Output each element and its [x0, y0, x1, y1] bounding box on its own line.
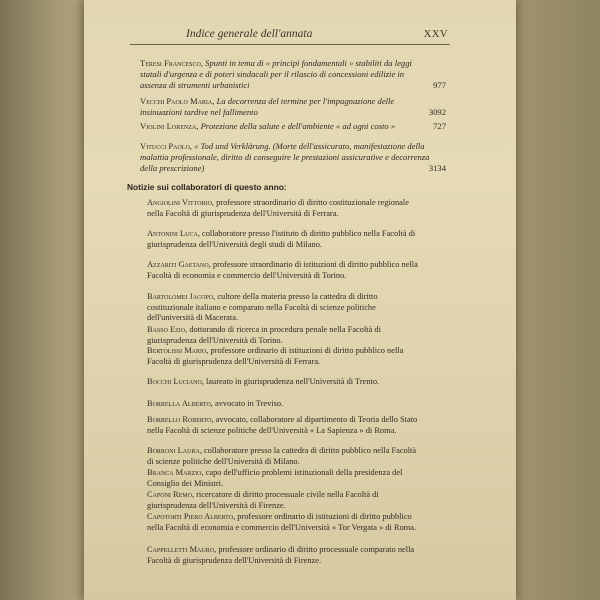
entry-title: Protezione della salute e dell'ambiente « ad ogni costo »	[200, 121, 396, 131]
contributor-name: Basso Ezio	[147, 325, 186, 334]
entry-page: 3092	[428, 107, 446, 117]
contributor-entry	[147, 399, 419, 410]
contributor-name: Capotorti Piero Alberto	[147, 512, 234, 521]
entry-title: La decorrenza del termine per l'impugnazione delle insinuazioni tardive nel fallimento	[140, 96, 395, 117]
index-entry: Vitucci Paolo, « Tod und Verklärung. (Morte dell'assicurato, manifestazione della malattia professionale, diritto di conseguire le prestazioni assicurative e decorrenza della prescrizione) 3134	[140, 141, 446, 173]
contributor-entry	[147, 446, 419, 467]
contributor-name: Borrella Alberto	[147, 399, 211, 408]
contributor-name: Cappelletti Mauro	[147, 545, 215, 554]
contributor-entry	[147, 198, 419, 219]
contributor-name: Antonini Luca	[147, 229, 198, 238]
contributor-entry	[147, 377, 419, 388]
entry-author: Violini Lorenza	[140, 121, 197, 131]
contributor-name: Bertolissi Mario	[147, 346, 207, 355]
contributor-description: , avvocato, collaboratore al dipartimento di Teoria dello Stato nella Facoltà di scienze politiche dell'Università « La Sapienza » di Roma.	[147, 415, 418, 435]
index-entry: Vecchi Paolo Maria, La decorrenza del termine per l'impugnazione delle insinuazioni tardive nel fallimento 3092	[140, 96, 446, 117]
contributor-name: Branca Marzio	[147, 468, 202, 477]
contributor-description: , professore ordinario di diritto processuale comparato nella Facoltà di giurisprudenza dell'Università di Firenze.	[147, 545, 415, 565]
contributor-description: , professore ordinario di istituzioni di diritto pubblico nella Facoltà di giurisprudenza dell'Università di Ferrara.	[147, 346, 404, 366]
entry-title: « Tod und Verklärung. (Morte dell'assicurato, manifestazione della malattia professionale, diritto di conseguire le prestazioni assicurative e decorrenza della prescrizione)	[140, 141, 430, 173]
contributor-description: , avvocato in Treviso.	[210, 399, 284, 408]
contributor-entry	[147, 325, 419, 346]
contributor-name: Bartolomei Jacopo	[147, 292, 214, 301]
contributor-name: Caponi Remo	[147, 490, 192, 499]
contributor-description: , ricercatore di diritto processuale civile nella Facoltà di giurisprudenza dell'Università di Firenze.	[147, 490, 379, 510]
contributor-name: Borroni Laura	[147, 446, 200, 455]
contributor-description: , capo dell'ufficio problemi istituzionali della presidenza del Consiglio dei Ministri.	[147, 468, 403, 488]
contributor-entry	[147, 260, 419, 281]
contributor-entry	[147, 468, 419, 489]
entry-author: Vitucci Paolo	[140, 141, 190, 151]
contributor-description: , collaboratore presso la cattedra di diritto pubblico nella Facoltà di scienze politiche dell'Università di Milano.	[147, 446, 417, 466]
contributor-entry	[147, 512, 419, 533]
contributor-entry	[147, 229, 419, 250]
contributor-description: , professore straordinario di diritto costituzionale regionale nella Facoltà di giurisprudenza dell'Università di Ferrara.	[147, 198, 409, 218]
contributors-heading: Notizie sui collaboratori di questo anno:	[127, 182, 287, 192]
entry-author: Teresi Francesco	[140, 58, 201, 68]
running-header	[130, 30, 450, 45]
contributor-entry	[147, 490, 419, 511]
index-entry: Violini Lorenza, Protezione della salute e dell'ambiente « ad ogni costo » 727	[140, 121, 446, 131]
contributor-description: , dottorando di ricerca in procedura penale nella Facoltà di giurisprudenza dell'Università di Torino.	[147, 325, 381, 345]
entry-page: 727	[433, 121, 446, 131]
entry-page: 3134	[428, 163, 446, 173]
contributor-entry	[147, 415, 419, 436]
contributor-name: Azzariti Gaetano	[147, 260, 209, 269]
page-number: XXV	[423, 29, 448, 40]
contributor-entry	[147, 346, 419, 367]
contributor-description: , professore ordinario di istituzioni di diritto pubblico nella Facoltà di economia e commercio dell'Università « Tor Vergata » di Roma.	[147, 512, 417, 532]
contributor-entry	[147, 545, 419, 566]
entry-title: Spunti in tema di « principi fondamentali » stabiliti da leggi statali d'urgenza e di poteri sindacali per il rilascio di concessioni edilizie in assenza di strumenti urbanistici	[140, 58, 412, 90]
index-entry: Teresi Francesco, Spunti in tema di « principi fondamentali » stabiliti da leggi statali d'urgenza e di poteri sindacali per il rilascio di concessioni edilizie in assenza di strumenti urbanistici 977	[140, 58, 446, 90]
contributor-name: Angiolini Vittorio	[147, 198, 212, 207]
entry-author: Vecchi Paolo Maria	[140, 96, 213, 106]
contributor-name: Borrello Roberto	[147, 415, 212, 424]
contributor-entry	[147, 292, 419, 324]
contributor-description: , collaboratore presso l'istituto di diritto pubblico nella Facoltà di giurisprudenza dell'Università degli studi di Milano.	[147, 229, 416, 249]
contributor-description: , professore straordinario di istituzioni di diritto pubblico nella Facoltà di economia e commercio dell'Università di Torino.	[147, 260, 418, 280]
contributor-name: Bocchi Luciano	[147, 377, 202, 386]
contributor-description: , laureato in giurisprudenza nell'Università di Trento.	[201, 377, 380, 386]
running-title: Indice generale dell'annata	[186, 28, 313, 40]
entry-page: 977	[433, 80, 446, 90]
contributor-description: , cultore della materia presso la cattedra di diritto costituzionale italiano e comparato nella Facoltà di scienze politiche dell'università di Macerata.	[147, 292, 378, 323]
